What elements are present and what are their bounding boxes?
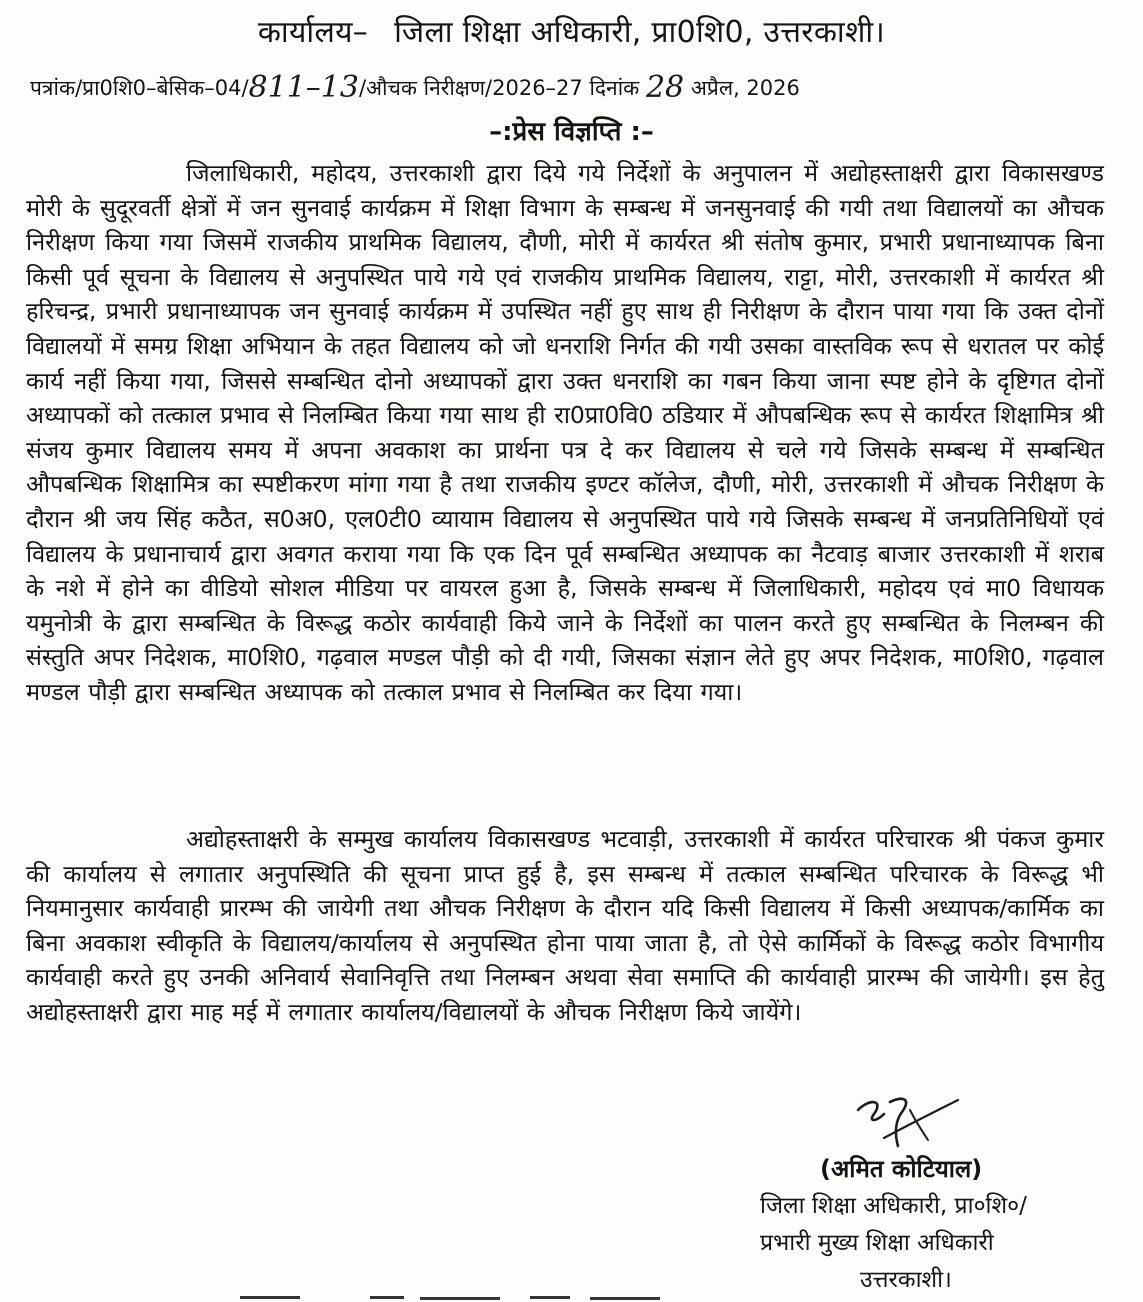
designation-line-3: उत्तरकाशी। [860,1267,952,1293]
designation-line-1: जिला शिक्षा अधिकारी, प्रा०शि०/ [760,1193,1027,1219]
body-paragraph-2 [26,822,1104,1030]
body-paragraph-1 [26,156,1104,710]
office-name: जिला शिक्षा अधिकारी, प्रा0शि0, उत्तरकाशी। [394,15,886,50]
paragraph-2-text: अद्योहस्ताक्षरी के सम्मुख कार्यालय विकासखण्ड भटवाड़ी, उत्तरकाशी में कार्यरत परिचारक श्री पंकज कुमार की कार्यालय से लगातार अनुपस्थिति की सूचना प्राप्त हुई है, इस सम्बन्ध में तत्काल सम्बन्धित परिचारक के विरूद्ध भी नियमानुसार कार्यवाही प्रारम्भ की जायेगी तथा औचक निरीक्षण के दौरान यदि किसी विद्यालय में किसी अध्यापक/कार्मिक का बिना अवकाश स्वीकृति के विद्यालय/कार्यालय से अनुपस्थित होना पाया जाता है, तो ऐसे कार्मिकों के विरूद्ध कठोर विभागीय कार्यवाही करते हुए उनकी अनिवार्य सेवानिवृत्ति तथा निलम्बन अथवा सेवा समाप्ति की कार्यवाही प्रारम्भ की जायेगी। इस हेतु अद्योहस्ताक्षरी द्वारा माह मई में लगातार कार्यालय/विद्यालयों के औचक निरीक्षण किये जायेंगे। [26,825,1104,1026]
paragraph-1-text: जिलाधिकारी, महोदय, उत्तरकाशी द्वारा दिये गये निर्देशों के अनुपालन में अद्योहस्ताक्षरी द्वारा विकासखण्ड मोरी के सुदूरवर्ती क्षेत्रों में जन सुनवाई कार्यक्रम में शिक्षा विभाग के सम्बन्ध में जनसुनवाई की गयी तथा विद्यालयों का औचक निरीक्षण किया गया जिसमें राजकीय प्राथमिक विद्यालय, दौणी, मोरी में कार्यरत श्री संतोष कुमार, प्रभारी प्रधानाध्यापक बिना किसी पूर्व सूचना के विद्यालय से अनुपस्थित पाये गये एवं राजकीय प्राथमिक विद्यालय, राट्टा, मोरी, उत्तरकाशी में कार्यरत श्री हरिचन्द्र, प्रभारी प्रधानाध्यापक जन सुनवाई कार्यक्रम में उपस्थित नहीं हुए साथ ही निरीक्षण के दौरान पाया गया कि उक्त दोनों विद्यालयों में समग्र शिक्षा अभियान के तहत विद्यालय को जो धनराशि निर्गत की गयी उसका वास्तविक रूप से धरातल पर कोई कार्य नहीं किया गया, जिससे सम्बन्धित दोनो अध्यापकों द्वारा उक्त धनराशि का गबन किया जाना स्पष्ट होने के दृष्टिगत दोनों अध्यापकों को तत्काल प्रभाव से निलम्बित किया गया साथ ही रा0प्रा0वि0 ठडियार में औपबन्धिक रूप से कार्यरत शिक्षामित्र श्री संजय कुमार विद्यालय समय में अपना अवकाश का प्रार्थना पत्र दे कर विद्यालय से चले गये जिसके सम्बन्ध में सम्बन्धित औपबन्धिक शिक्षामित्र का स्पष्टीकरण मांगा गया है तथा राजकीय इण्टर कॉलेज, दौणी, मोरी, उत्तरकाशी में औचक निरीक्षण के दौरान श्री जय सिंह कठैत, स0अ0, एल0टी0 व्यायाम विद्यालय से अनुपस्थित पाये गये जिसके सम्बन्ध में जनप्रतिनिधियों एवं विद्यालय के प्रधानाचार्य द्वारा अवगत कराया गया कि एक दिन पूर्व सम्बन्धित अध्यापक का नैटवाड़ बाजार उत्तरकाशी में शराब के नशे में होने का वीडियो सोशल मीडिया पर वायरल हुआ है, जिसके सम्बन्ध में जिलाधिकारी, महोदय एवं मा0 विधायक यमुनोत्री के द्वारा सम्बन्धित के विरूद्ध कठोर कार्यवाही किये जाने के निर्देशों का पालन करते हुए सम्बन्धित के निलम्बन की संस्तुति अपर निदेशक, मा0शि0, गढ़वाल मण्डल पौड़ी को दी गयी, जिसका संज्ञान लेते हुए अपर निदेशक, मा0शि0, गढ़वाल मण्डल पौड़ी द्वारा सम्बन्धित अध्यापक को तत्काल प्रभाव से निलम्बित कर दिया गया। [26,159,1104,706]
handwritten-date-day: 28 [645,70,685,105]
cut-off-text-fragment [230,1288,730,1302]
designation-line-2: प्रभारी मुख्य शिक्षा अधिकारी [760,1230,994,1256]
handwritten-signature-mark [840,1088,970,1158]
press-release-title: –:प्रेस विज्ञप्ति :– [489,117,654,147]
handwritten-letter-number: 811–13 [248,70,359,105]
reference-middle: /औचक निरीक्षण/2026–27 दिनांक [358,76,640,100]
signatory-name: (अमित कोटियाल) [820,1155,983,1183]
reference-prefix: पत्रांक/प्रा0शि0–बेसिक–04/ [30,76,249,100]
office-heading [0,10,1143,51]
reference-line [30,68,800,103]
reference-date-suffix: अप्रैल, 2026 [690,76,800,100]
office-label: कार्यालय– [257,15,369,50]
